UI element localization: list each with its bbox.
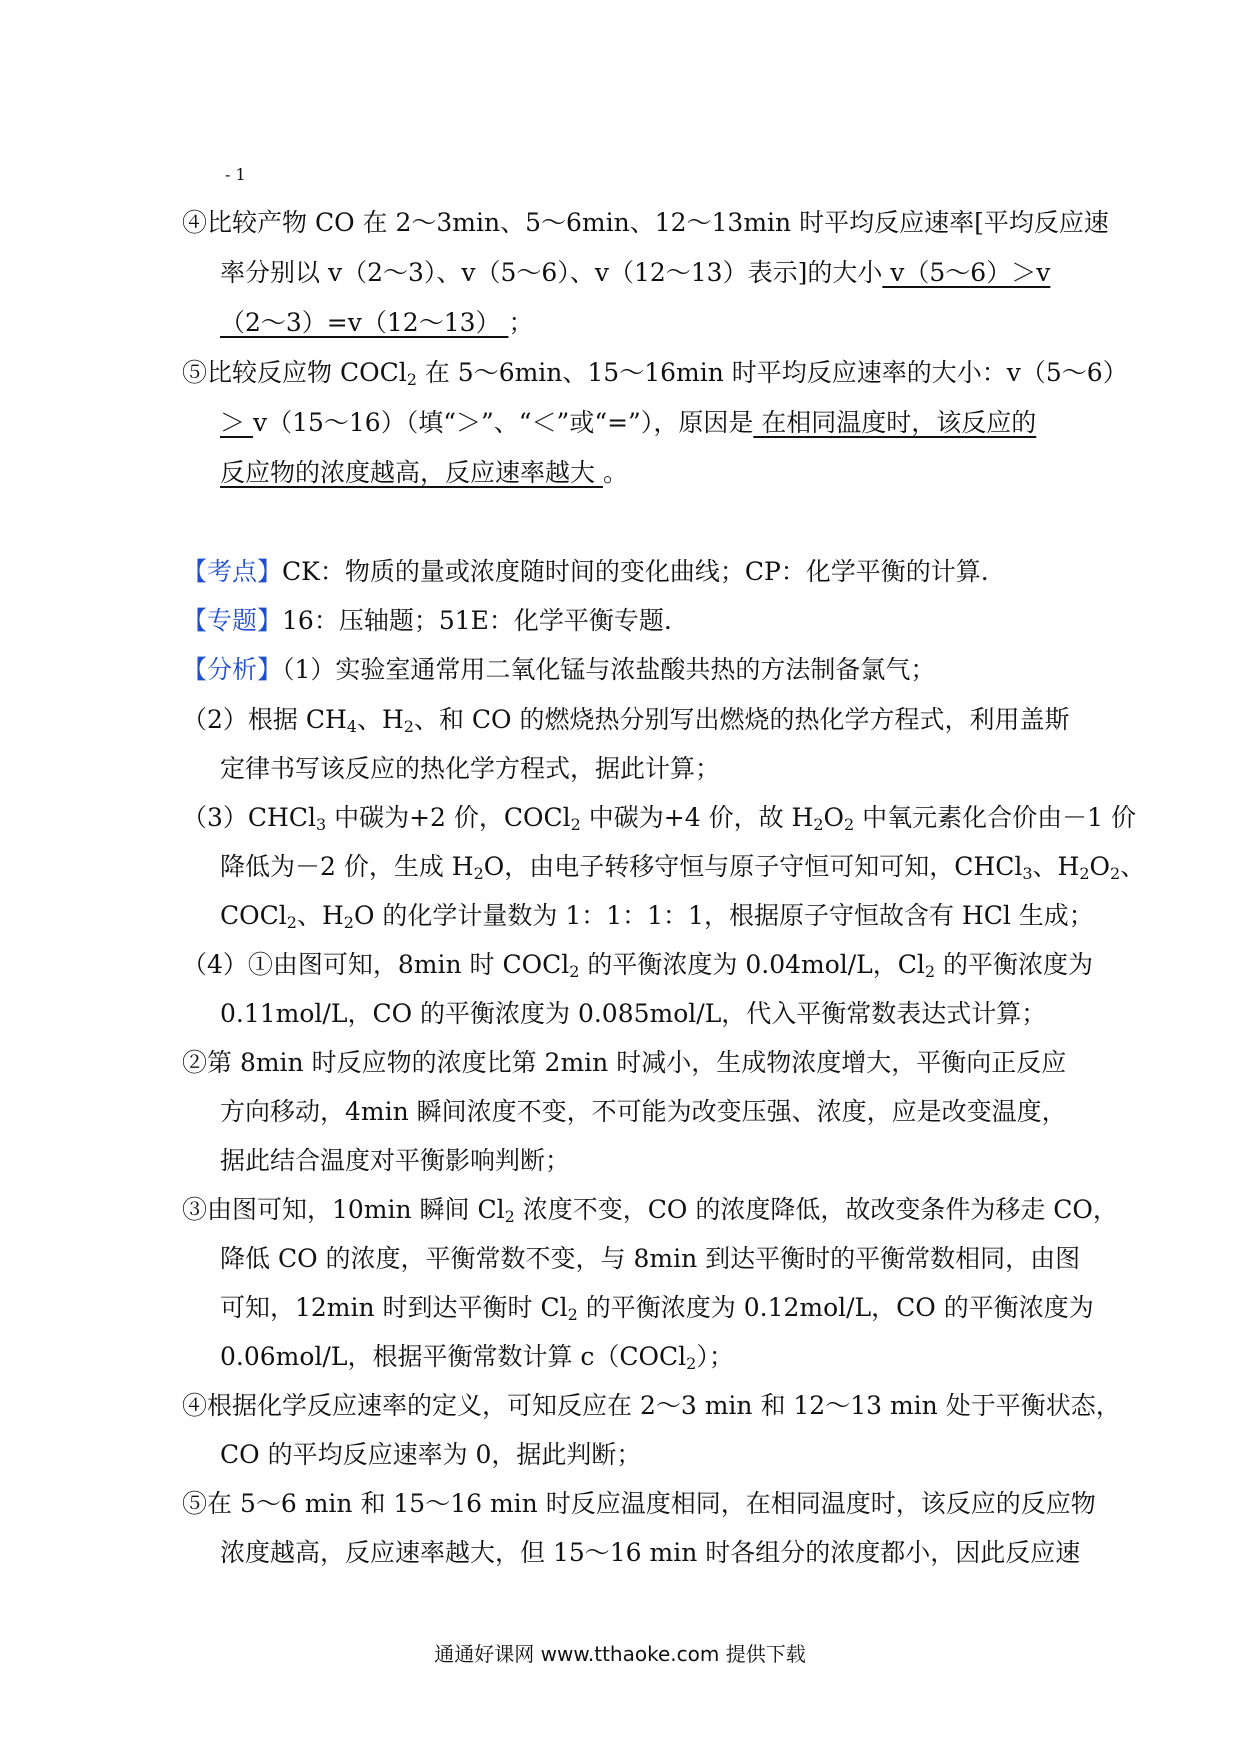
fenxi-p6-line-1	[182, 1195, 1118, 1225]
t: 、H	[356, 705, 404, 734]
sub: 2	[286, 913, 297, 932]
fenxi-p8-line-2: 浓度越高，反应速率越大，但 15～16 min 时各组分的浓度都小，因此反应速	[220, 1538, 1081, 1567]
sub: 2	[567, 1305, 578, 1324]
fenxi-p4-line-1	[182, 950, 1093, 980]
q4-line-3-end: ；	[508, 308, 534, 337]
t: COCl	[220, 901, 287, 930]
t: 中碳为+4 价，故 H	[580, 803, 814, 832]
kaodian-text: CK：物质的量或浓度随时间的变化曲线；CP：化学平衡的计算.	[282, 557, 989, 586]
zhuanti-text: 16：压轴题；51E：化学平衡专题.	[282, 606, 672, 635]
t: 可知，12min 时到达平衡时 Cl	[220, 1293, 568, 1322]
t: 浓度不变，CO 的浓度降低，故改变条件为移走 CO，	[514, 1195, 1118, 1224]
q5-line-2-text: v（15～16）（填“＞”、“＜”或“=”），原因是	[252, 408, 754, 437]
fenxi-p3-line-1	[182, 803, 1136, 833]
fenxi-p5-line-3: 据此结合温度对平衡影响判断；	[220, 1146, 571, 1175]
fenxi-p8-line-1: ⑤在 5～6 min 和 15～16 min 时反应温度相同，在相同温度时，该反应的反应物	[182, 1489, 1096, 1518]
t: 、	[1120, 852, 1146, 881]
t: 的平衡浓度为 0.12mol/L，CO 的平衡浓度为	[577, 1293, 1094, 1322]
fenxi-p6-line-2: 降低 CO 的浓度，平衡常数不变，与 8min 到达平衡时的平衡常数相同，由图	[220, 1244, 1081, 1273]
sub: 2	[570, 815, 581, 834]
fenxi-p1: （1）实验室通常用二氧化锰与浓盐酸共热的方法制备氯气；	[282, 655, 936, 684]
t: O	[1089, 852, 1111, 881]
t: 0.06mol/L，根据平衡常数计算 c（COCl	[220, 1342, 687, 1371]
fenxi-p3-line-2	[220, 852, 1145, 882]
footer-credit: 通通好课网 www.tthaoke.com 提供下载	[434, 1642, 806, 1666]
sub: 3	[1022, 864, 1033, 883]
fenxi-p7-line-2: CO 的平均反应速率为 0，据此判断；	[220, 1440, 642, 1469]
fenxi-p7-line-1: ④根据化学反应速率的定义，可知反应在 2～3 min 和 12～13 min 处于平衡状态，	[182, 1391, 1121, 1420]
q4-line-1: ④比较产物 CO 在 2～3min、5～6min、12～13min 时平均反应速率[平均反应速	[182, 208, 1109, 237]
q5-answer-reason-2: 反应物的浓度越高，反应速率越大	[220, 458, 603, 487]
fenxi-p2-line-1	[182, 705, 1070, 735]
sub: 4	[346, 717, 357, 736]
t: 降低为－2 价，生成 H	[220, 852, 474, 881]
sub: 2	[343, 913, 354, 932]
t: （4）①由图可知，8min 时 COCl	[182, 950, 570, 979]
kaodian-tag: 【考点】	[182, 557, 283, 586]
q5-sub: 2	[406, 370, 417, 389]
fenxi-p6-line-4	[220, 1342, 734, 1372]
sub: 2	[569, 962, 580, 981]
t: 的平衡浓度为 0.04mol/L，Cl	[579, 950, 925, 979]
t: ）；	[696, 1342, 734, 1371]
t: 的平衡浓度为	[935, 950, 1094, 979]
q5-answer-compare: ＞	[220, 408, 253, 437]
t: （3）CHCl	[182, 803, 316, 832]
fenxi-p6-line-3	[220, 1293, 1094, 1323]
t: 、H	[296, 901, 344, 930]
fenxi-tag: 【分析】	[182, 655, 283, 684]
t: 、和 CO 的燃烧热分别写出燃烧的热化学方程式，利用盖斯	[413, 705, 1070, 734]
q5-line-2	[220, 408, 1036, 438]
sub: 2	[504, 1207, 515, 1226]
fenxi-p3-line-3	[220, 901, 1094, 931]
sub: 2	[473, 864, 484, 883]
sub: 2	[686, 1354, 697, 1373]
t: 中氧元素化合价由－1 价	[854, 803, 1137, 832]
fenxi-p5-line-1: ②第 8min 时反应物的浓度比第 2min 时减小，生成物浓度增大，平衡向正反应	[182, 1048, 1067, 1077]
kaodian-line	[182, 557, 989, 587]
q5-text-b: 在 5～6min、15～16min 时平均反应速率的大小：v（5～6）	[416, 358, 1128, 387]
t: 、H	[1032, 852, 1080, 881]
page-number: - 1	[225, 165, 246, 184]
sub: 2	[924, 962, 936, 981]
q4-line-2-text: 率分别以 v（2～3）、v（5～6）、v（12～13）表示]的大小	[220, 258, 883, 287]
q4-line-3	[220, 308, 533, 338]
q5-line-3-end: 。	[602, 458, 628, 487]
t: O 的化学计量数为 1：1：1：1，根据原子守恒故含有 HCl 生成；	[353, 901, 1094, 930]
t: O，由电子转移守恒与原子守恒可知可知，CHCl	[483, 852, 1023, 881]
t: 中碳为+2 价，COCl	[326, 803, 571, 832]
sub: 2	[1110, 864, 1121, 883]
zhuanti-line	[182, 606, 672, 636]
q4-answer-part-1: v（5～6）＞v	[882, 258, 1051, 287]
fenxi-p2-line-2: 定律书写该反应的热化学方程式，据此计算；	[220, 754, 721, 783]
sub: 2	[403, 717, 414, 736]
q5-text-a: ⑤比较反应物 COCl	[182, 358, 407, 387]
zhuanti-tag: 【专题】	[182, 606, 283, 635]
q4-line-2	[220, 258, 1050, 288]
sub: 3	[315, 815, 327, 834]
fenxi-p4-line-2: 0.11mol/L，CO 的平衡浓度为 0.085mol/L，代入平衡常数表达式计算；	[220, 999, 1047, 1028]
sub: 2	[1079, 864, 1090, 883]
fenxi-line-1	[182, 655, 935, 685]
q5-line-1	[182, 358, 1128, 388]
q5-answer-reason-1: 在相同温度时，该反应的	[753, 408, 1037, 437]
t: （2）根据 CH	[182, 705, 347, 734]
q5-line-3	[220, 458, 628, 488]
sub: 2	[844, 815, 855, 834]
t: O	[823, 803, 845, 832]
t: ③由图可知，10min 瞬间 Cl	[182, 1195, 505, 1224]
q4-answer-part-2: （2～3）=v（12～13）	[220, 308, 509, 337]
fenxi-p5-line-2: 方向移动，4min 瞬间浓度不变，不可能为改变压强、浓度，应是改变温度，	[220, 1097, 1067, 1126]
sub: 2	[813, 815, 824, 834]
